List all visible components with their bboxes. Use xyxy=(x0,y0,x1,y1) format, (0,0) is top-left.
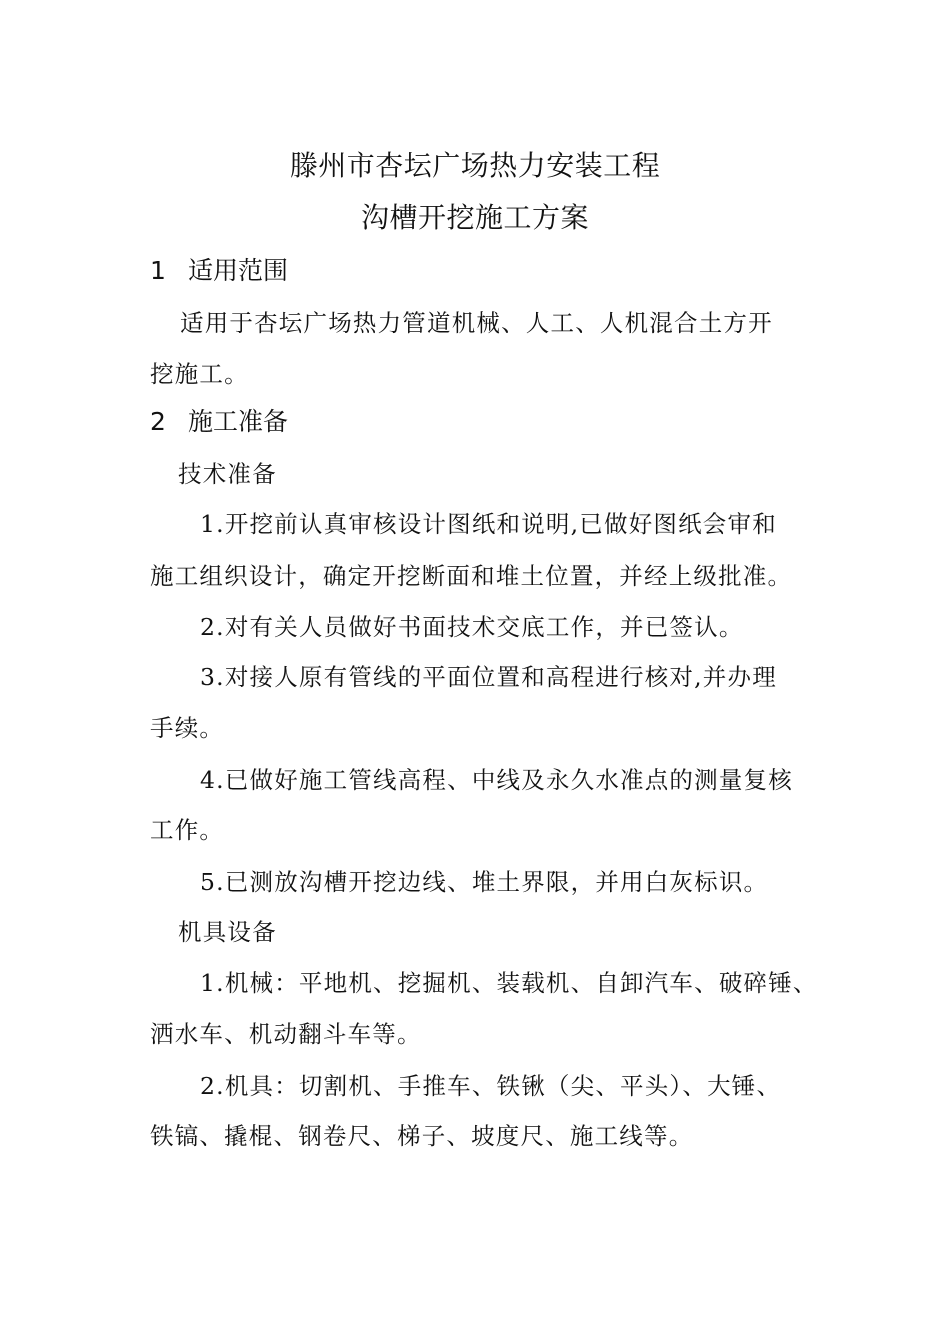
paragraph-line: 施工组织设计，确定开挖断面和堆土位置，并经上级批准。 xyxy=(150,562,793,590)
document-title: 滕州市杏坛广场热力安装工程 xyxy=(289,149,661,182)
section-heading xyxy=(150,254,288,288)
section-title: 施工准备 xyxy=(188,407,289,436)
paragraph-line: 挖施工。 xyxy=(150,360,249,388)
paragraph-line: 2.对有关人员做好书面技术交底工作，并已签认。 xyxy=(200,613,744,641)
paragraph-line: 适用于杏坛广场热力管道机械、人工、人机混合土方开 xyxy=(180,309,773,337)
paragraph-line: 5.已测放沟槽开挖边线、堆土界限，并用白灰标识。 xyxy=(200,868,769,896)
section-number: 1 xyxy=(150,256,166,285)
paragraph-line: 1.开挖前认真审核设计图纸和说明,已做好图纸会审和 xyxy=(200,510,777,538)
section-heading xyxy=(150,405,288,439)
paragraph-line: 铁镐、撬棍、钢卷尺、梯子、坡度尺、施工线等。 xyxy=(150,1122,694,1150)
subsection-heading: 机具设备 xyxy=(178,918,277,946)
paragraph-line: 2.机具：切割机、手推车、铁锹（尖、平头）、大锤、 xyxy=(200,1072,782,1100)
paragraph-line: 3.对接人原有管线的平面位置和高程进行核对,并办理 xyxy=(200,663,777,691)
subsection-heading: 技术准备 xyxy=(178,460,277,488)
document-subtitle: 沟槽开挖施工方案 xyxy=(360,201,589,234)
paragraph-line: 工作。 xyxy=(150,816,225,844)
section-number: 2 xyxy=(150,407,166,436)
paragraph-line: 1.机械：平地机、挖掘机、装载机、自卸汽车、破碎锤、 xyxy=(200,969,818,997)
paragraph-line: 洒水车、机动翻斗车等。 xyxy=(150,1020,422,1048)
section-title: 适用范围 xyxy=(188,256,289,285)
paragraph-line: 手续。 xyxy=(150,714,225,742)
paragraph-line: 4.已做好施工管线高程、中线及永久水准点的测量复核 xyxy=(200,766,793,794)
